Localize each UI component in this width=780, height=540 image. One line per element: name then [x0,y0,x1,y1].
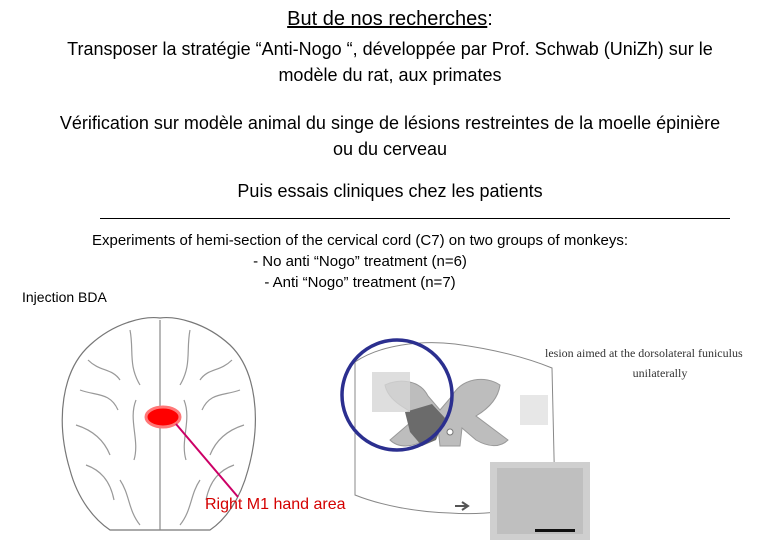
title-main: But de nos recherches [287,8,488,30]
experiment-line-1: Experiments of hemi-section of the cervical cord (C7) on two groups of monkeys: [91,232,629,249]
injection-spot [146,407,180,427]
verification-line-2: ou du cerveau [332,139,448,159]
experiment-line-3: - Anti “Nogo” treatment (n=7) [264,274,456,291]
microscopy-image [490,462,590,540]
lesion-caption-line-2: unilaterally [632,366,688,380]
m1-hand-area-label: Right M1 hand area [205,496,346,513]
lesion-caption-line-1: lesion aimed at the dorsolateral funiculus [545,346,743,360]
verification-line-1: Vérification sur modèle animal du singe de lésions restreintes de la moelle épinière [59,113,721,133]
experiment-line-2: - No anti “Nogo” treatment (n=6) [253,253,467,270]
goal-line-2: modèle du rat, aux primates [278,65,502,85]
clinical-trials-text: Puis essais cliniques chez les patients [237,181,543,201]
goal-line-1: Transposer la stratégie “Anti-Nogo “, développée par Prof. Schwab (UniZh) sur le [67,39,713,59]
title-suffix: : [487,8,493,30]
injection-label: Injection BDA [22,289,107,305]
